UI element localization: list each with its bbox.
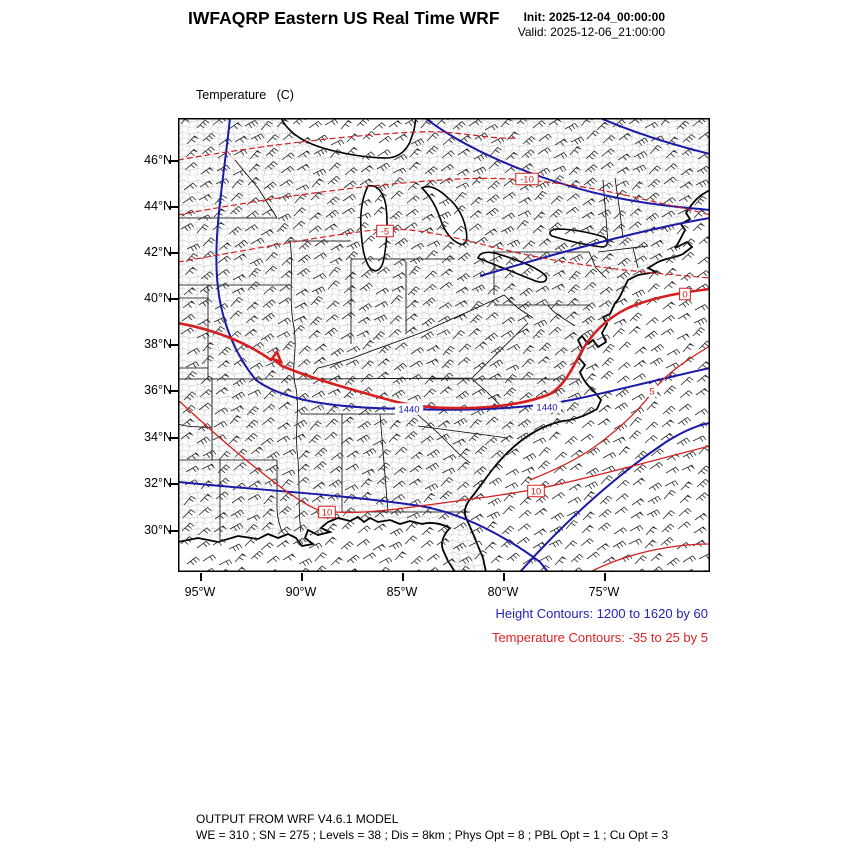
x-axis-label: 75°W xyxy=(588,585,620,599)
run-times xyxy=(518,10,665,40)
contour-label: 0 xyxy=(682,289,688,301)
init-time: Init: 2025-12-04_00:00:00 xyxy=(523,10,665,24)
weather-map xyxy=(178,118,710,572)
x-axis-label: 90°W xyxy=(285,585,317,599)
x-axis-tick xyxy=(604,573,606,581)
contour-notes xyxy=(492,606,708,645)
y-axis-label: 36°N xyxy=(144,383,172,397)
y-axis-label: 44°N xyxy=(144,199,172,213)
y-axis-label: 32°N xyxy=(144,476,172,490)
x-axis-label: 85°W xyxy=(386,585,418,599)
temperature-contours-note: Temperature Contours: -35 to 25 by 5 xyxy=(491,630,708,645)
y-axis-label: 38°N xyxy=(144,337,172,351)
valid-time: Valid: 2025-12-06_21:00:00 xyxy=(517,25,665,39)
x-axis-tick xyxy=(301,573,303,581)
contour-label: -10 xyxy=(520,174,534,186)
x-axis-label: 80°W xyxy=(487,585,519,599)
x-axis-tick xyxy=(200,573,202,581)
x-axis-tick xyxy=(402,573,404,581)
height-contours-note: Height Contours: 1200 to 1620 by 60 xyxy=(495,606,708,621)
contour-label: 1440 xyxy=(536,402,558,414)
y-axis-label: 40°N xyxy=(144,291,172,305)
model-info-line1: OUTPUT FROM WRF V4.6.1 MODEL xyxy=(196,812,399,826)
x-axis-tick xyxy=(503,573,505,581)
model-info-line2: WE = 310 ; SN = 275 ; Levels = 38 ; Dis = 8km ; Phys Opt = 8 ; PBL Opt = 1 ; Cu Opt = 3 xyxy=(196,827,669,842)
y-axis-label: 34°N xyxy=(144,430,172,444)
contour-label: 10 xyxy=(530,486,542,498)
y-axis-label: 42°N xyxy=(144,245,172,259)
model-info xyxy=(196,812,668,843)
contour-label: 10 xyxy=(321,507,333,519)
x-axis-label: 95°W xyxy=(184,585,216,599)
contour-label: -5 xyxy=(380,226,390,238)
legend-temperature: Temperature (C) xyxy=(196,88,294,102)
page-title: IWFAQRP Eastern US Real Time WRF xyxy=(188,8,500,28)
contour-label: 1440 xyxy=(398,404,420,416)
contour-label: 5 xyxy=(649,386,655,398)
y-axis-label: 46°N xyxy=(144,153,172,167)
y-axis-label: 30°N xyxy=(144,523,172,537)
